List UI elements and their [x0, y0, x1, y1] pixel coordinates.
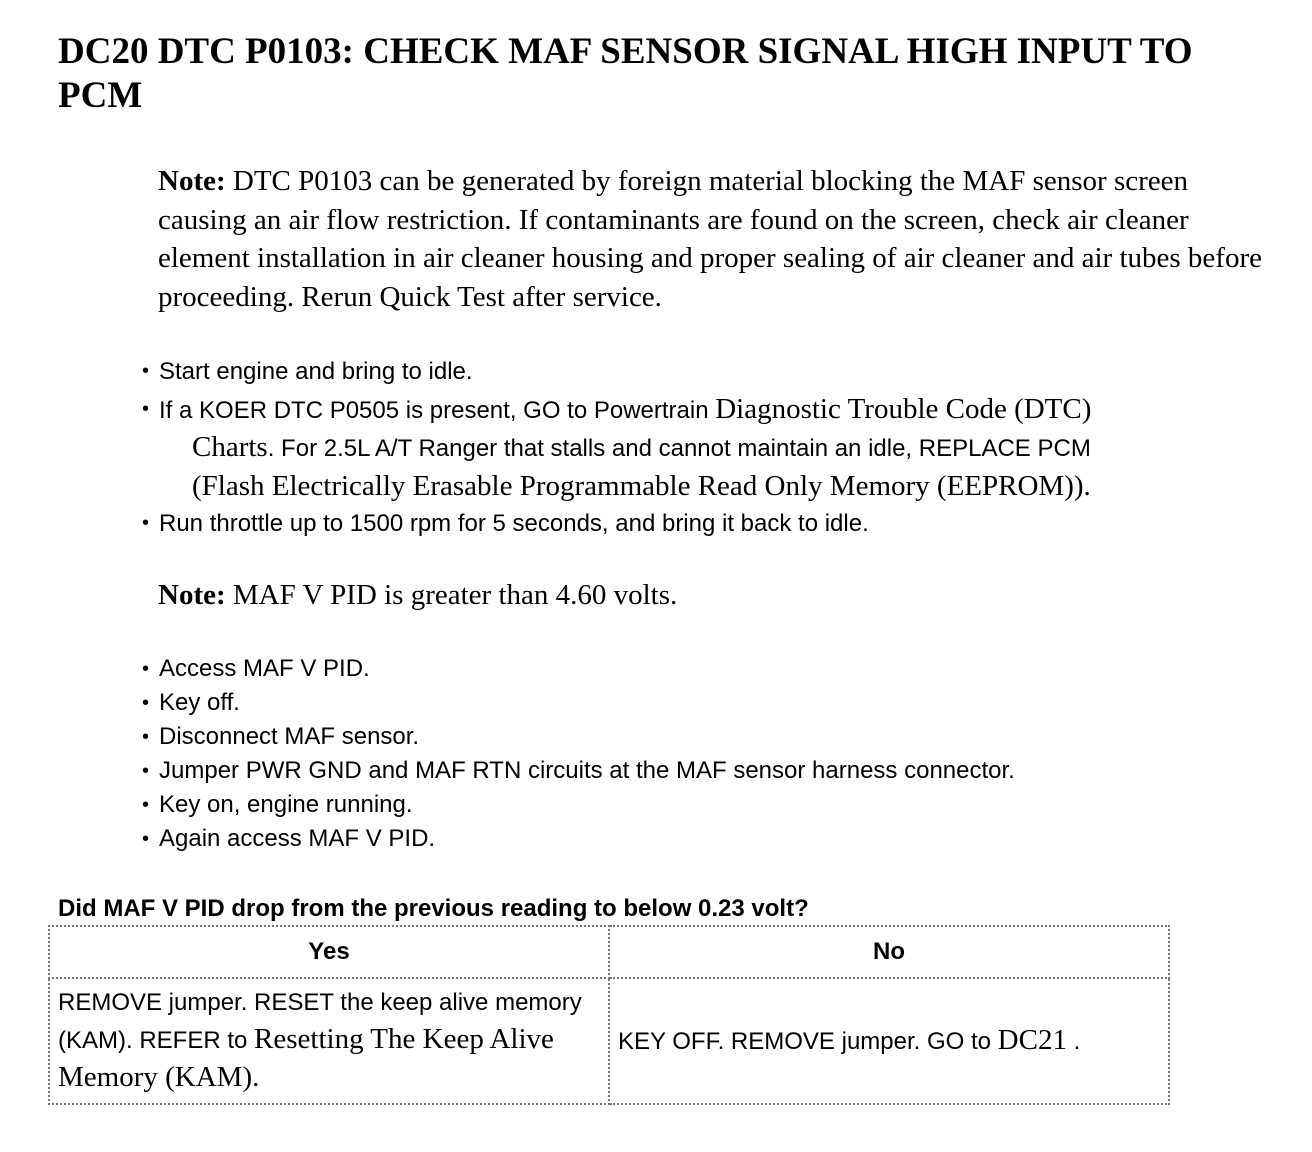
note-text: DTC P0103 can be generated by foreign material blocking the MAF sensor screen causing an air flow restriction. If contaminants are found on the screen, check air cleaner element installation in air cleaner housing and proper sealing of air cleaner and air tubes before proceeding. Rerun Quick Test after service. — [158, 165, 1262, 313]
step-text: If a KOER DTC P0505 is present, GO to Powertrain — [159, 396, 716, 424]
page-title: DC20 DTC P0103: CHECK MAF SENSOR SIGNAL HIGH INPUT TO PCM — [58, 31, 1193, 116]
bullet-icon: • — [142, 760, 150, 782]
step-text: Access MAF V PID. — [159, 655, 370, 682]
cell-no — [609, 978, 1169, 1104]
list-item — [0, 720, 1015, 754]
bullet-icon: • — [142, 726, 150, 748]
dtc-charts-link[interactable]: Diagnostic Trouble Code (DTC) — [715, 392, 1092, 425]
bullet-icon: • — [142, 828, 150, 850]
table-header-row — [49, 926, 1169, 978]
no-text-end: . — [1066, 1028, 1081, 1055]
bullet-icon: • — [142, 658, 150, 680]
step-text: . For 2.5L A/T Ranger that stalls and cannot maintain an idle, REPLACE PCM — [267, 435, 1091, 462]
no-text: KEY OFF. REMOVE jumper. GO to — [618, 1028, 998, 1055]
step-text: Jumper PWR GND and MAF RTN circuits at the MAF sensor harness connector. — [159, 757, 1015, 784]
decision-question: Did MAF V PID drop from the previous reading to below 0.23 volt? — [58, 895, 809, 922]
step-text: Key on, engine running. — [159, 791, 413, 818]
header-no: No — [609, 926, 1169, 978]
bullet-icon: • — [142, 360, 150, 382]
decision-table — [48, 925, 1170, 1105]
bullet-icon: • — [142, 794, 150, 816]
cell-yes — [49, 978, 609, 1104]
list-item — [0, 788, 1015, 822]
step-text: Disconnect MAF sensor. — [159, 723, 420, 750]
dc21-link[interactable]: DC21 — [997, 1024, 1067, 1056]
step-text: Run throttle up to 1500 rpm for 5 seconds, and bring it back to idle. — [159, 510, 869, 537]
yes-text: REMOVE jumper. RESET the keep alive memory (KAM). REFER to — [58, 989, 582, 1054]
bullet-icon: • — [142, 397, 150, 420]
note-label: Note: — [158, 165, 226, 197]
step-list-1 — [0, 353, 1091, 543]
reset-kam-link[interactable]: Resetting The Keep Alive Memory (KAM) — [58, 1023, 554, 1093]
note-maf-v-pid — [158, 576, 1268, 615]
step-text: Again access MAF V PID. — [159, 825, 436, 852]
table-row — [49, 978, 1169, 1104]
dtc-charts-link-cont[interactable]: Charts — [192, 431, 268, 463]
note-contaminants — [158, 162, 1268, 316]
list-item — [0, 652, 1015, 686]
list-item — [0, 822, 1015, 856]
list-item — [0, 754, 1015, 788]
yes-text-end: . — [252, 1061, 260, 1093]
eeprom-link[interactable]: (Flash Electrically Erasable Programmable Read Only Memory (EEPROM)). — [192, 469, 1091, 502]
note-text: MAF V PID is greater than 4.60 volts. — [225, 579, 678, 611]
step-text: Key off. — [159, 689, 240, 716]
header-yes: Yes — [49, 926, 609, 978]
bullet-icon: • — [142, 692, 150, 714]
step-list-2 — [0, 652, 1015, 856]
list-item — [0, 391, 1091, 506]
step-text: Start engine and bring to idle. — [159, 358, 473, 385]
list-item — [0, 505, 1091, 543]
note-label: Note: — [158, 579, 226, 611]
list-item — [0, 686, 1015, 720]
bullet-icon: • — [142, 512, 150, 534]
list-item — [0, 353, 1091, 391]
